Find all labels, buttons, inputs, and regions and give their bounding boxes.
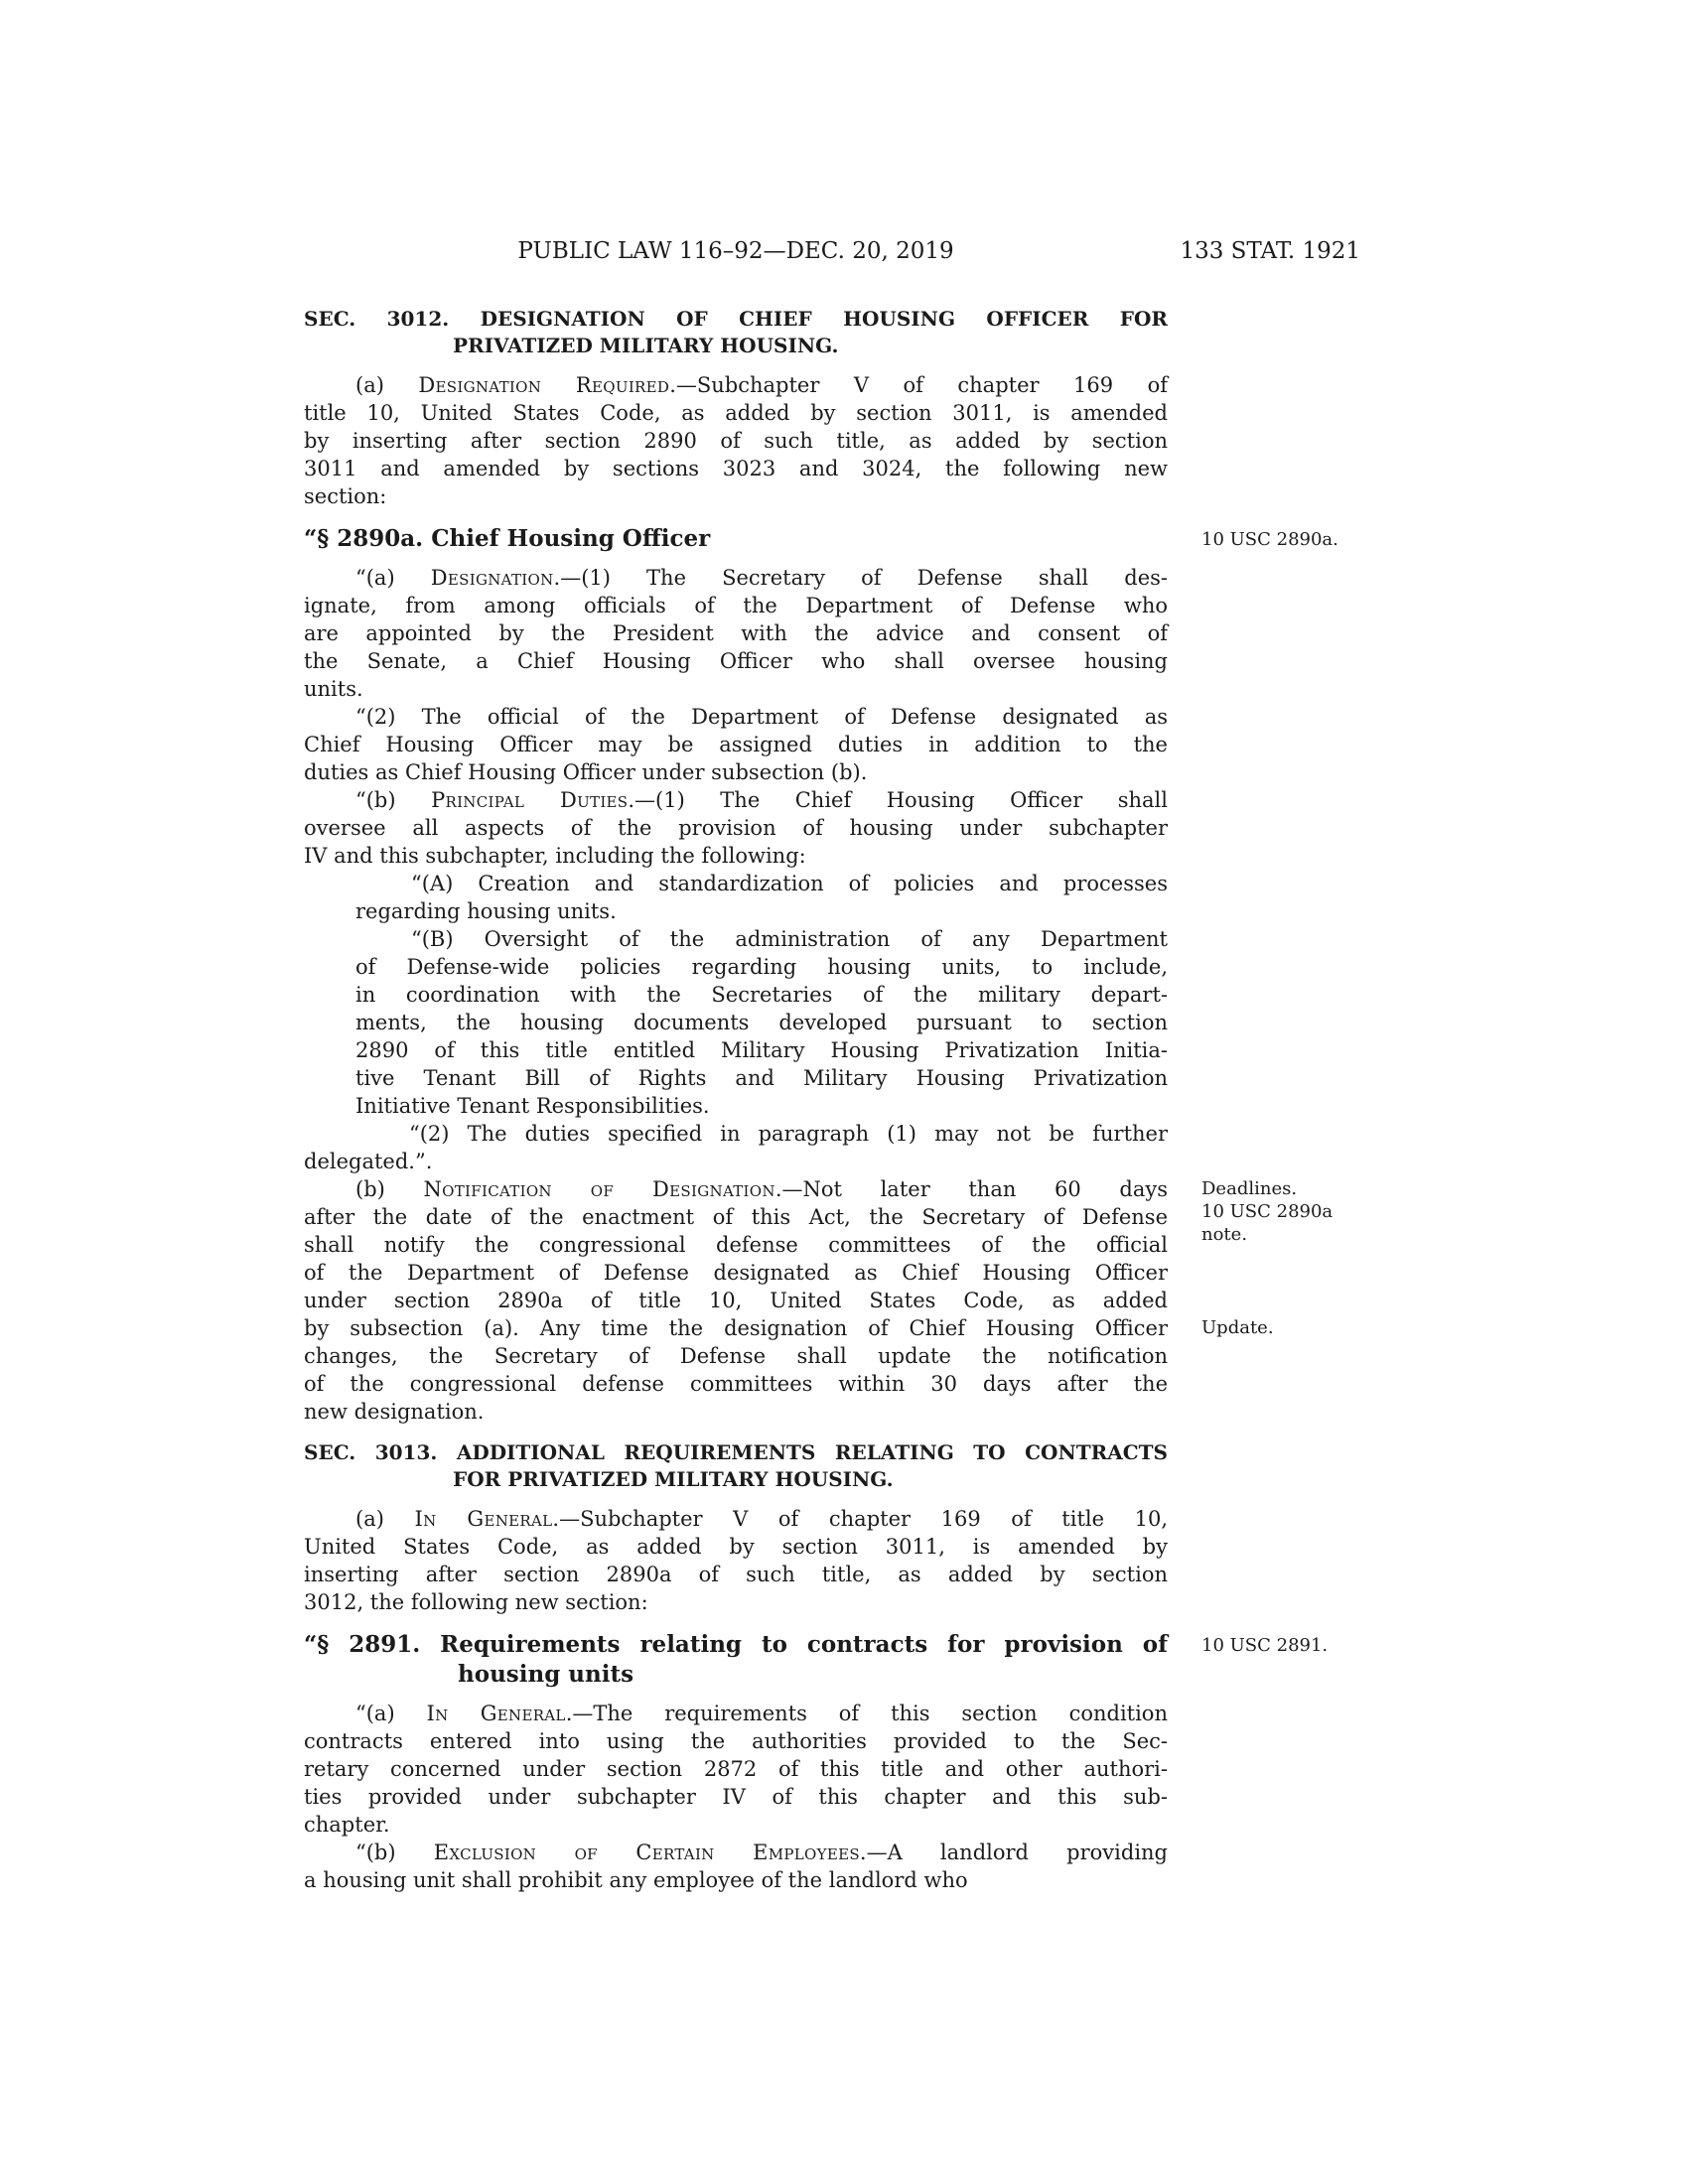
text-line bbox=[355, 953, 1168, 981]
text: .—(1) The Chief Housing Officer shall bbox=[628, 788, 1168, 812]
text-line bbox=[304, 1259, 1168, 1287]
statute-heading bbox=[304, 1630, 1329, 1690]
text: 3011 and amended by sections 3023 and 3024, the following new bbox=[304, 457, 1168, 480]
margin-note-line: Deadlines. bbox=[1201, 1178, 1298, 1199]
text-line bbox=[304, 482, 1168, 510]
text-line bbox=[304, 1370, 1168, 1398]
margin-note bbox=[1201, 1177, 1410, 1246]
text: shall notify the congressional defense committees of the official bbox=[304, 1233, 1168, 1257]
text: .—A landlord providing bbox=[859, 1841, 1169, 1864]
text: “(a) bbox=[355, 566, 431, 590]
running-header bbox=[304, 238, 1360, 270]
text-line bbox=[304, 1700, 1168, 1727]
small-caps-text: Exclusion of Certain Employees bbox=[433, 1841, 860, 1864]
text: by subsection (a). Any time the designation of Chief Housing Officer bbox=[304, 1316, 1168, 1340]
paragraph bbox=[304, 1700, 1168, 1839]
text: section: bbox=[304, 484, 387, 508]
margin-note-line: 10 USC 2890a. bbox=[1201, 529, 1338, 550]
text: “§ 2890a. Chief Housing Officer bbox=[304, 525, 711, 552]
text-line bbox=[355, 981, 1168, 1009]
public-law-header: PUBLIC LAW 116–92—DEC. 20, 2019 bbox=[517, 238, 954, 264]
text-line bbox=[355, 897, 1168, 925]
text-line bbox=[304, 786, 1168, 814]
text: PRIVATIZED MILITARY HOUSING. bbox=[453, 334, 839, 357]
text: chapter. bbox=[304, 1813, 390, 1837]
paragraph bbox=[304, 371, 1168, 510]
text: Chief Housing Officer may be assigned duties in addition to the bbox=[304, 733, 1168, 756]
text: “(B) Oversight of the administration of any Department bbox=[411, 927, 1168, 951]
text: “(b) bbox=[355, 788, 432, 812]
text: (a) bbox=[355, 373, 419, 397]
text-line bbox=[304, 1231, 1168, 1259]
text-line bbox=[304, 592, 1168, 619]
text: 2890 of this title entitled Military Housing Privatization Initia- bbox=[355, 1038, 1168, 1062]
text: a housing unit shall prohibit any employee of the landlord who bbox=[304, 1868, 968, 1892]
text: by inserting after section 2890 of such title, as added by section bbox=[304, 429, 1168, 453]
text-line bbox=[304, 564, 1168, 592]
text-line bbox=[304, 1866, 1168, 1894]
paragraph bbox=[304, 1120, 1168, 1175]
text-line bbox=[304, 1203, 1168, 1231]
text-line bbox=[304, 1505, 1168, 1533]
small-caps-text: Designation Required bbox=[418, 373, 670, 397]
text-line bbox=[304, 731, 1168, 758]
text: (b) bbox=[355, 1177, 424, 1201]
text-line bbox=[453, 1466, 1168, 1493]
document-body bbox=[304, 306, 1338, 1894]
text: “(a) bbox=[355, 1702, 427, 1725]
text-line bbox=[304, 1533, 1168, 1561]
text: “(A) Creation and standardization of policies and processes bbox=[411, 872, 1168, 895]
text: “(2) The official of the Department of Defense designated as bbox=[355, 705, 1168, 729]
small-caps-text: Notification of Designation bbox=[423, 1177, 775, 1201]
text: oversee all aspects of the provision of housing under subchapter bbox=[304, 816, 1168, 840]
text-line bbox=[304, 703, 1168, 731]
text: SEC. 3012. DESIGNATION OF CHIEF HOUSING OFFICER FOR bbox=[304, 307, 1168, 331]
text: of the congressional defense committees within 30 days after the bbox=[304, 1372, 1168, 1396]
stat-page-number: 133 STAT. 1921 bbox=[1180, 238, 1360, 264]
text: United States Code, as added by section 3011, is amended by bbox=[304, 1535, 1168, 1559]
text-line bbox=[304, 1561, 1168, 1588]
text: inserting after section 2890a of such title, as added by section bbox=[304, 1563, 1168, 1586]
text-line bbox=[304, 647, 1168, 675]
paragraph bbox=[304, 564, 1168, 703]
text-line bbox=[304, 1783, 1168, 1811]
text-line bbox=[304, 1755, 1168, 1783]
small-caps-text: Principal Duties bbox=[431, 788, 629, 812]
margin-note-line: Update. bbox=[1201, 1317, 1274, 1338]
text-line bbox=[304, 1839, 1168, 1866]
margin-note bbox=[1201, 1316, 1410, 1339]
margin-note-line: 10 USC 2891. bbox=[1201, 1635, 1329, 1656]
paragraph bbox=[304, 786, 1168, 870]
text: IV and this subchapter, including the following: bbox=[304, 844, 806, 868]
text-line bbox=[355, 1064, 1168, 1092]
text-line bbox=[304, 399, 1168, 427]
statute-heading bbox=[304, 524, 1338, 554]
margin-note bbox=[1201, 528, 1410, 551]
text-line bbox=[458, 1660, 1168, 1690]
text: are appointed by the President with the advice and consent of bbox=[304, 621, 1168, 645]
sub-paragraph bbox=[355, 925, 1168, 1120]
text: regarding housing units. bbox=[355, 899, 617, 923]
text: title 10, United States Code, as added by section 3011, is amended bbox=[304, 401, 1168, 425]
text: FOR PRIVATIZED MILITARY HOUSING. bbox=[453, 1467, 894, 1491]
text: (a) bbox=[355, 1507, 415, 1531]
text-line bbox=[304, 758, 1168, 786]
section-heading bbox=[304, 1439, 1168, 1493]
text-line bbox=[304, 1314, 1168, 1342]
text: .—Subchapter V of chapter 169 of bbox=[669, 373, 1168, 397]
text: delegated.”. bbox=[304, 1150, 433, 1173]
text: units. bbox=[304, 677, 363, 701]
text-line bbox=[304, 455, 1168, 482]
text-line bbox=[304, 1287, 1168, 1314]
text-line bbox=[304, 1398, 1168, 1426]
text: housing units bbox=[458, 1661, 634, 1688]
margin-note bbox=[1201, 1634, 1410, 1657]
text-line bbox=[304, 619, 1168, 647]
text: .—The requirements of this section condition bbox=[565, 1702, 1168, 1725]
text: SEC. 3013. ADDITIONAL REQUIREMENTS RELATING TO CONTRACTS bbox=[304, 1440, 1168, 1464]
text: of the Department of Defense designated as Chief Housing Officer bbox=[304, 1261, 1168, 1285]
text: “(2) The duties specified in paragraph (1) may not be further bbox=[409, 1122, 1168, 1146]
text-line bbox=[304, 842, 1168, 870]
text-line bbox=[304, 814, 1168, 842]
sub-paragraph bbox=[355, 870, 1168, 925]
paragraph bbox=[304, 1505, 1168, 1616]
text-line bbox=[304, 1175, 1168, 1203]
small-caps-text: In General bbox=[426, 1702, 566, 1725]
text: “§ 2891. Requirements relating to contracts for provision of bbox=[304, 1631, 1168, 1658]
text-line bbox=[304, 1439, 1168, 1466]
text: new designation. bbox=[304, 1400, 485, 1424]
text-line bbox=[304, 306, 1168, 333]
text-line bbox=[355, 1092, 1168, 1120]
text-line bbox=[304, 1588, 1168, 1616]
text-line bbox=[355, 870, 1168, 897]
text-line bbox=[304, 524, 1168, 554]
text-line bbox=[355, 1009, 1168, 1036]
text: ignate, from among officials of the Department of Defense who bbox=[304, 594, 1168, 617]
small-caps-text: In General bbox=[414, 1507, 553, 1531]
text: “(b) bbox=[355, 1841, 434, 1864]
text-line bbox=[304, 1148, 1168, 1175]
text: in coordination with the Secretaries of the military depart- bbox=[355, 983, 1168, 1007]
text: changes, the Secretary of Defense shall update the notification bbox=[304, 1344, 1168, 1368]
text: 3012, the following new section: bbox=[304, 1590, 648, 1614]
text-line bbox=[304, 371, 1168, 399]
text: under section 2890a of title 10, United States Code, as added bbox=[304, 1289, 1168, 1312]
paragraph bbox=[304, 1175, 1334, 1426]
text: ments, the housing documents developed pursuant to section bbox=[355, 1011, 1168, 1034]
text: after the date of the enactment of this Act, the Secretary of Defense bbox=[304, 1205, 1168, 1229]
text-line bbox=[453, 333, 1168, 359]
text: contracts entered into using the authorities provided to the Sec- bbox=[304, 1729, 1168, 1753]
section-heading bbox=[304, 306, 1168, 359]
text: retary concerned under section 2872 of this title and other authori- bbox=[304, 1757, 1168, 1781]
text-line bbox=[304, 1342, 1168, 1370]
text-line bbox=[304, 1120, 1168, 1148]
paragraph bbox=[304, 1839, 1168, 1894]
text-line bbox=[304, 427, 1168, 455]
text: ties provided under subchapter IV of this chapter and this sub- bbox=[304, 1785, 1168, 1809]
margin-note-line: 10 USC 2890a bbox=[1201, 1201, 1334, 1222]
text-line bbox=[304, 675, 1168, 703]
text: .—Subchapter V of chapter 169 of title 10, bbox=[552, 1507, 1169, 1531]
paragraph bbox=[304, 703, 1168, 786]
text-line bbox=[355, 925, 1168, 953]
small-caps-text: Designation bbox=[430, 566, 554, 590]
text: Initiative Tenant Responsibilities. bbox=[355, 1094, 710, 1118]
text: duties as Chief Housing Officer under subsection (b). bbox=[304, 760, 868, 784]
text-line bbox=[355, 1036, 1168, 1064]
text: the Senate, a Chief Housing Officer who shall oversee housing bbox=[304, 649, 1168, 673]
text-line bbox=[304, 1811, 1168, 1839]
text-line bbox=[304, 1727, 1168, 1755]
text-line bbox=[304, 1630, 1168, 1660]
text: tive Tenant Bill of Rights and Military Housing Privatization bbox=[355, 1066, 1168, 1090]
text: of Defense-wide policies regarding housing units, to include, bbox=[355, 955, 1168, 979]
margin-note-line: note. bbox=[1201, 1224, 1248, 1245]
text: .—(1) The Secretary of Defense shall des- bbox=[553, 566, 1168, 590]
text: .—Not later than 60 days bbox=[774, 1177, 1168, 1201]
